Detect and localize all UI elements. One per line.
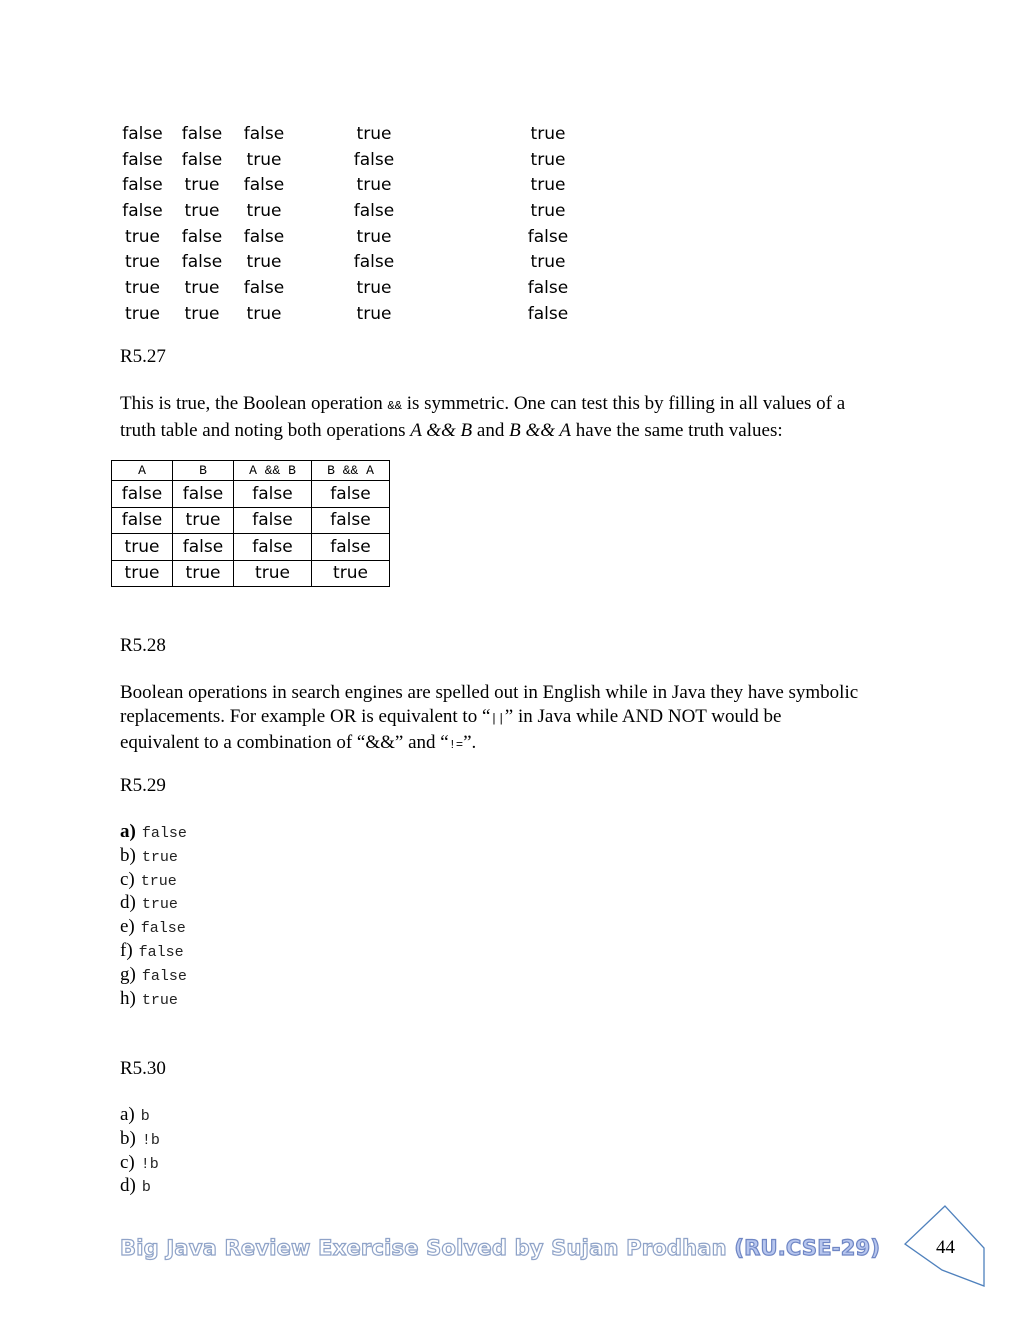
table-row bbox=[112, 560, 390, 587]
text: ” in Java while AND NOT would be bbox=[504, 705, 782, 727]
list-item bbox=[120, 915, 186, 939]
table-row bbox=[112, 507, 390, 534]
table-cell: false bbox=[527, 226, 569, 247]
table-cell: true bbox=[246, 252, 282, 273]
table-cell: false bbox=[122, 200, 163, 221]
table-cell: true bbox=[173, 507, 234, 534]
table-cell: true bbox=[246, 303, 282, 324]
item-value: true bbox=[141, 896, 178, 914]
table-cell: false bbox=[243, 226, 285, 247]
item-label: d) bbox=[120, 1175, 136, 1197]
table-cell: false bbox=[312, 481, 390, 508]
item-value: b bbox=[140, 1108, 150, 1125]
table-cell: false bbox=[234, 534, 312, 561]
table-cell: false bbox=[234, 481, 312, 508]
table-row bbox=[114, 224, 643, 250]
column-header: B && A bbox=[312, 461, 390, 481]
table-header-row bbox=[112, 461, 390, 481]
table-cell: true bbox=[112, 534, 173, 561]
item-value: true bbox=[141, 991, 178, 1009]
table-cell: false bbox=[527, 277, 569, 298]
table-cell: true bbox=[530, 175, 566, 196]
item-label: a) bbox=[120, 1104, 135, 1125]
table-cell: true bbox=[312, 560, 390, 587]
table-cell: false bbox=[234, 507, 312, 534]
table-cell: false bbox=[312, 507, 390, 534]
footer-author: Big Java Review Exercise Solved by Sujan Prodhan bbox=[120, 1236, 735, 1260]
table-cell: false bbox=[122, 123, 163, 144]
item-value: true bbox=[140, 872, 177, 890]
paragraph-line bbox=[120, 392, 920, 419]
table-cell: true bbox=[246, 149, 282, 170]
page-number: 44 bbox=[936, 1237, 955, 1258]
item-value: false bbox=[141, 967, 187, 985]
list-item bbox=[120, 963, 187, 987]
table-cell: false bbox=[243, 277, 285, 298]
table-cell: true bbox=[184, 303, 220, 324]
table-cell: true bbox=[530, 252, 566, 273]
table-cell: true bbox=[125, 303, 160, 324]
expression: B && A bbox=[509, 419, 572, 441]
table-row bbox=[114, 249, 643, 275]
table-cell: false bbox=[353, 149, 395, 170]
table-cell: true bbox=[184, 175, 220, 196]
list-item bbox=[120, 1151, 159, 1175]
table-row bbox=[112, 534, 390, 561]
expression: A && B bbox=[410, 419, 473, 441]
item-value: b bbox=[141, 1179, 151, 1197]
text: This is true, the Boolean operation bbox=[120, 393, 388, 414]
table-cell: false bbox=[353, 252, 395, 273]
table-cell: true bbox=[530, 149, 566, 170]
list-item bbox=[120, 891, 178, 915]
table-cell: false bbox=[181, 252, 223, 273]
item-label: c) bbox=[120, 868, 135, 890]
list-item bbox=[120, 820, 187, 844]
text: replacements. For example OR is equivalent to “ bbox=[120, 705, 491, 727]
text: equivalent to a combination of “&&” and “ bbox=[120, 732, 449, 753]
item-value: !b bbox=[141, 1131, 160, 1149]
item-value: false bbox=[138, 944, 184, 961]
table-cell: true bbox=[234, 560, 312, 587]
table-cell: true bbox=[530, 123, 566, 144]
list-item bbox=[120, 987, 178, 1011]
item-label: b) bbox=[120, 844, 136, 866]
code-operator: != bbox=[448, 738, 464, 752]
table-cell: true bbox=[112, 560, 173, 587]
table-cell: true bbox=[356, 123, 392, 144]
table-cell: true bbox=[125, 226, 160, 247]
table-cell: false bbox=[173, 481, 234, 508]
paragraph-line bbox=[120, 731, 920, 758]
table-cell: false bbox=[527, 303, 569, 324]
text: and bbox=[472, 419, 510, 441]
table-row bbox=[114, 275, 643, 301]
footer-affiliation: (RU.CSE-29) bbox=[734, 1236, 881, 1260]
table-row bbox=[112, 481, 390, 508]
list-item bbox=[120, 1174, 151, 1198]
text: have the same truth values: bbox=[571, 419, 783, 441]
table-cell: true bbox=[356, 277, 392, 298]
table-cell: true bbox=[530, 200, 566, 221]
list-item bbox=[120, 868, 177, 892]
table-row bbox=[114, 172, 643, 198]
heading-r5-30: R5.30 bbox=[120, 1058, 166, 1079]
table-cell: true bbox=[125, 277, 160, 298]
footer-credit bbox=[120, 1236, 880, 1260]
paragraph-r5-28 bbox=[120, 681, 920, 758]
column-header: A && B bbox=[234, 461, 312, 481]
table-cell: false bbox=[312, 534, 390, 561]
item-label: b) bbox=[120, 1127, 136, 1149]
item-label: f) bbox=[120, 940, 133, 961]
list-item bbox=[120, 844, 178, 868]
list-item bbox=[120, 1103, 150, 1127]
table-cell: false bbox=[122, 149, 163, 170]
table-cell: false bbox=[112, 507, 173, 534]
paragraph-line bbox=[120, 705, 920, 732]
text: ”. bbox=[463, 732, 477, 753]
item-label: a) bbox=[120, 821, 136, 842]
truth-table-and bbox=[111, 460, 390, 587]
item-label: d) bbox=[120, 892, 136, 914]
table-cell: false bbox=[112, 481, 173, 508]
column-header: B bbox=[173, 461, 234, 481]
heading-r5-28: R5.28 bbox=[120, 635, 166, 656]
table-cell: true bbox=[184, 277, 220, 298]
item-value: true bbox=[141, 848, 178, 866]
code-operator: && bbox=[387, 399, 402, 413]
table-cell: true bbox=[125, 252, 160, 273]
table-cell: false bbox=[173, 534, 234, 561]
table-cell: false bbox=[181, 149, 223, 170]
item-label: c) bbox=[120, 1151, 135, 1173]
table-cell: false bbox=[181, 226, 223, 247]
heading-r5-29: R5.29 bbox=[120, 775, 166, 796]
table-cell: true bbox=[246, 200, 282, 221]
table-cell: true bbox=[184, 200, 220, 221]
heading-r5-27: R5.27 bbox=[120, 346, 166, 367]
table-cell: false bbox=[181, 123, 223, 144]
paragraph-line bbox=[120, 419, 920, 443]
item-label: g) bbox=[120, 963, 136, 985]
item-value: !b bbox=[140, 1155, 159, 1173]
table-row bbox=[114, 147, 643, 173]
text: truth table and noting both operations bbox=[120, 419, 411, 441]
table-row bbox=[114, 121, 643, 147]
paragraph-line: Boolean operations in search engines are spelled out in English while in Java they have symbolic bbox=[120, 682, 859, 703]
text: is symmetric. One can test this by filling in all values of a bbox=[401, 393, 846, 414]
item-value: false bbox=[141, 825, 187, 842]
table-row bbox=[114, 198, 643, 224]
column-header: A bbox=[112, 461, 173, 481]
item-label: h) bbox=[120, 987, 136, 1009]
item-value: false bbox=[140, 920, 186, 938]
truth-table-top bbox=[114, 121, 643, 327]
table-cell: false bbox=[243, 123, 285, 144]
table-cell: false bbox=[353, 200, 395, 221]
table-cell: true bbox=[356, 175, 392, 196]
table-cell: false bbox=[122, 175, 163, 196]
table-cell: true bbox=[356, 303, 392, 324]
item-label: e) bbox=[120, 916, 135, 938]
table-cell: true bbox=[356, 226, 392, 247]
paragraph-r5-27 bbox=[120, 392, 920, 442]
table-cell: false bbox=[243, 175, 285, 196]
list-item bbox=[120, 1127, 160, 1151]
code-operator: || bbox=[490, 711, 505, 726]
table-row bbox=[114, 301, 643, 327]
list-item bbox=[120, 939, 184, 963]
table-cell: true bbox=[173, 560, 234, 587]
